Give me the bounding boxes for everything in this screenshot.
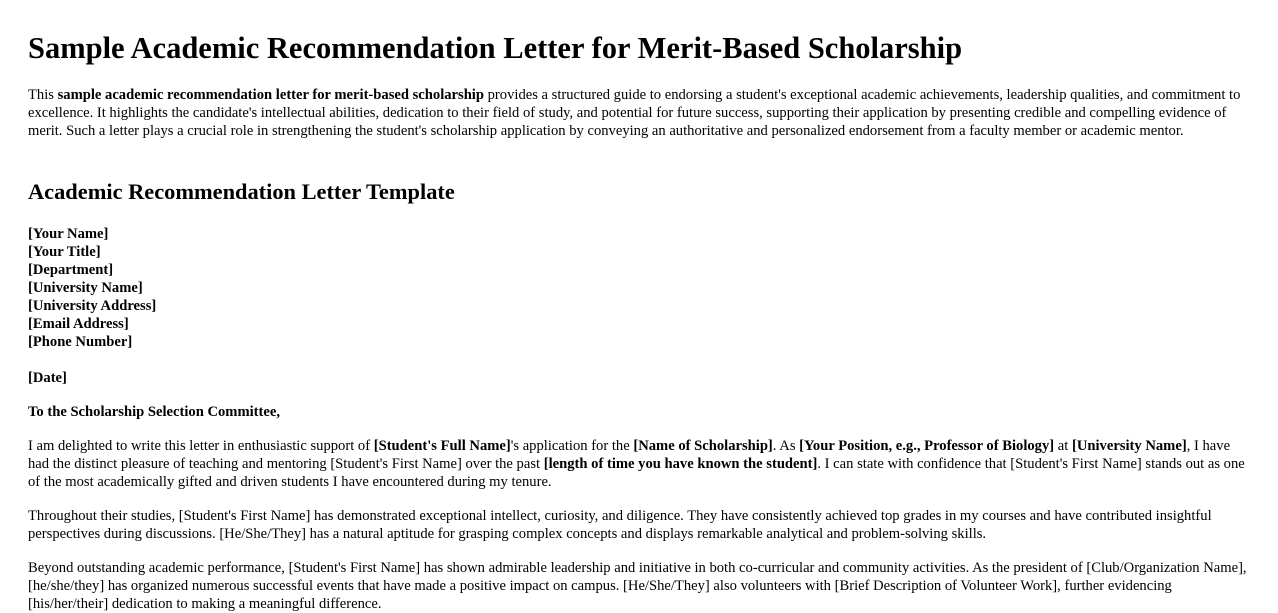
sender-name: [Your Name] [28,226,109,242]
p1-text-5: , I have had the distinct pleasure of teaching and mentoring [Student's First Name] over the past [28,438,1231,472]
template-heading: Academic Recommendation Letter Template [28,179,455,204]
letter-date: [Date] [28,370,67,386]
p1-university-name: [University Name] [1071,438,1187,454]
salutation: To the Scholarship Selection Committee, [28,404,280,420]
body-paragraph-3: Beyond outstanding academic performance, [Student's First Name] has shown admirable leadership and initiative in both co-curricular and community activities. As the president of [Club/Organization Name], [he/she/they] has organized numerous successful events that have made a positive impact on campus. [He/She/They] also volunteers with [Brief Description of Volunteer Work], further evidencing [his/her/their] dedication to making a meaningful difference. [28,560,1247,612]
p1-text-2: 's application for the [510,438,634,454]
p1-text-3: . As [772,438,800,454]
sender-university: [University Name] [28,280,143,296]
body-paragraph-2: Throughout their studies, [Student's First Name] has demonstrated exceptional intellect, curiosity, and diligence. They have consistently achieved top grades in my courses and have contributed insightful perspectives during discussions. [He/She/They] has a natural aptitude for grasping complex concepts and displays remarkable analytical and problem-solving skills. [28,508,1212,542]
sender-block [28,225,156,351]
p1-student-name: [Student's Full Name] [373,438,511,454]
p1-text-6: . I can state with confidence that [Student's First Name] stands out as one of the most academically gifted and driven students I have encountered during my tenure. [28,456,1245,490]
p1-text-1: I am delighted to write this letter in enthusiastic support of [28,438,374,454]
intro-bold-phrase: sample academic recommendation letter for merit-based scholarship [57,87,484,103]
page-title: Sample Academic Recommendation Letter for Merit-Based Scholarship [28,31,963,65]
intro-text-1: This [28,87,58,103]
p1-length-of-time: [length of time you have known the student] [543,456,818,472]
intro-text-2: provides a structured guide to endorsing a student's exceptional academic achievements, leadership qualities, and commitment to excellence. It highlights the candidate's intellectual abilities, dedication to their field of study, and potential for future success, supporting their application by presenting credible and compelling evidence of merit. Such a letter plays a crucial role in strengthening the student's scholarship application by conveying an authoritative and personalized endorsement from a faculty member or academic mentor. [28,87,1241,139]
sender-address: [University Address] [28,298,157,314]
sender-email: [Email Address] [28,316,129,332]
sender-department: [Department] [28,262,114,278]
sender-phone: [Phone Number] [28,334,133,350]
intro-paragraph [28,86,1254,140]
p1-text-4: at [1054,438,1072,454]
sender-title: [Your Title] [28,244,101,260]
body-paragraph-1 [28,437,1254,491]
p1-scholarship-name: [Name of Scholarship] [633,438,773,454]
p1-your-position: [Your Position, e.g., Professor of Biology] [799,438,1055,454]
